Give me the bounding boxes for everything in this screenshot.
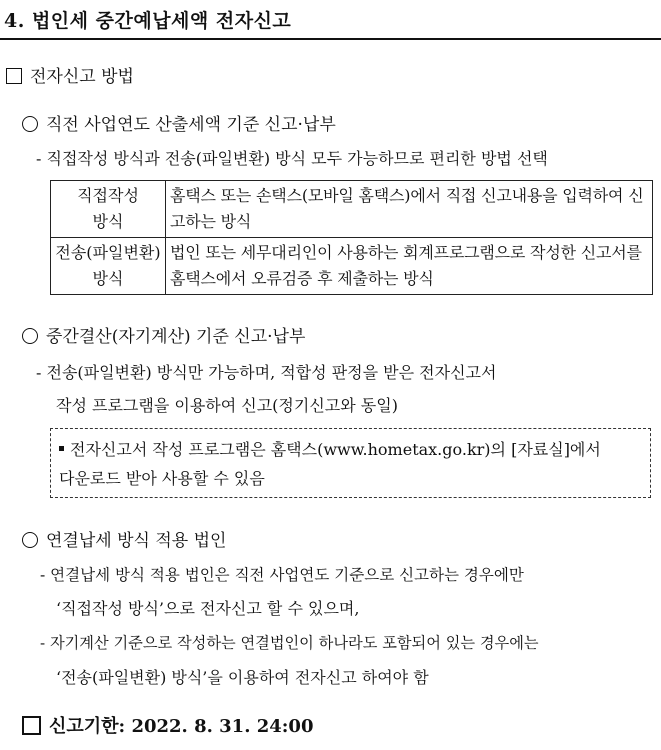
method3-item2-line1: - 자기계산 기준으로 작성하는 연결법인이 하나라도 포함되어 있는 경우에는 [40,634,539,652]
table-row [51,181,653,238]
square-outline-icon [6,68,22,84]
method2-desc-line2: 작성 프로그램을 이용하여 신고(정기신고와 동일) [56,396,398,415]
method-table [50,180,653,295]
method3-item1-line1: - 연결납세 방식 적용 법인은 직전 사업연도 기준으로 신고하는 경우에만 [40,566,524,584]
method2-heading-text: 중간결산(자기계산) 기준 신고·납부 [46,327,306,347]
table-key-line: 방식 [92,269,124,288]
circle-outline-icon [22,116,38,132]
table-value-cell: 홈택스 또는 손택스(모바일 홈택스)에서 직접 신고내용을 입력하여 신고하는 방식 [166,181,653,238]
note-box [50,428,651,498]
square-bullet-icon [59,446,64,451]
table-value-cell: 법인 또는 세무대리인이 사용하는 회계프로그램으로 작성한 신고서를 홈택스에서 오류검증 후 제출하는 방식 [166,238,653,295]
method1-desc: - 직접작성 방식과 전송(파일변환) 방식 모두 가능하므로 편리한 방법 선택 [36,149,548,168]
table-row [51,238,653,295]
method3-item1-line2: ‘직접작성 방식’으로 전자신고 할 수 있으며, [56,599,360,618]
table-key-cell [51,238,166,295]
table-key-line: 전송(파일변환) [55,243,161,262]
table-key-line: 방식 [92,212,124,231]
section-heading [6,62,134,87]
method3-item2-line2: ‘전송(파일변환) 방식’을 이용하여 전자신고 하여야 함 [56,668,429,687]
circle-outline-icon [22,328,38,344]
page-title: 4. 법인세 중간예납세액 전자신고 [4,10,292,32]
note-text: 전자신고서 작성 프로그램은 홈택스(www.hometax.go.kr)의 [자료실]에서 [70,440,601,459]
title-underline [0,38,661,40]
deadline-text: 신고기한: 2022. 8. 31. 24:00 [49,716,314,737]
method1-heading [22,110,336,135]
section-label: 전자신고 방법 [30,67,134,87]
table-key-cell [51,181,166,238]
method1-heading-text: 직전 사업연도 산출세액 기준 신고·납부 [46,115,336,135]
method2-heading [22,322,305,347]
circle-outline-icon [22,532,38,548]
method3-heading [22,526,226,551]
note-line [59,435,642,464]
method3-heading-text: 연결납세 방식 적용 법인 [46,531,227,551]
note-line: 다운로드 받아 사용할 수 있음 [59,469,265,488]
table-key-line: 직접작성 [77,186,139,205]
deadline [22,712,313,738]
method2-desc-line1: - 전송(파일변환) 방식만 가능하며, 적합성 판정을 받은 전자신고서 [36,363,497,382]
square-outline-icon [22,716,41,735]
